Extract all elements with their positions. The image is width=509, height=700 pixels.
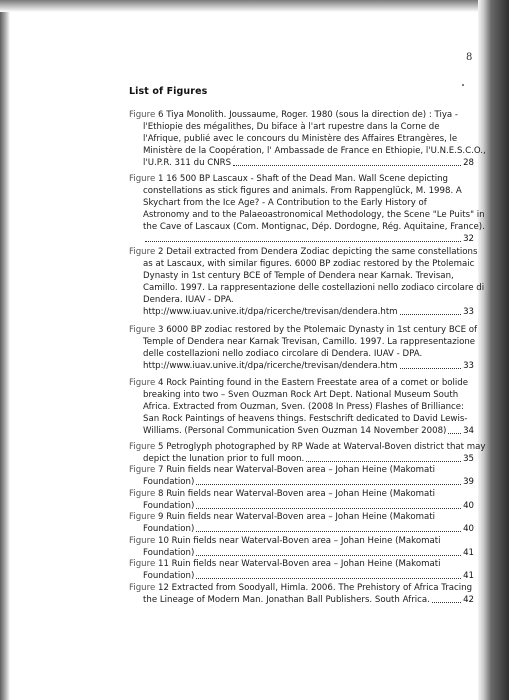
dot-leader	[400, 314, 462, 315]
figure-caption-line: l'Ethiopie des mégalithes, Du biface à l'art rupestre dans la Corne de	[143, 122, 440, 132]
figure-caption-text: Tiya Monolith. Joussaume, Roger. 1980 (sous la direction de) : Tiya -	[166, 110, 459, 120]
figure-caption-text: Rock Painting found in the Eastern Freestate area of a comet or bolide	[166, 378, 469, 388]
figure-caption-line: Ministère de la Coopération, l' Ambassade de France en Ethiopie, l'U.N.E.S.C.O.,	[143, 146, 486, 156]
figure-entry-first-line	[129, 173, 474, 185]
figure-caption-line: Skychart from the Ice Age? - A Contribution to the Early History of	[143, 198, 427, 208]
figure-entry-first-line	[129, 558, 474, 570]
figure-entry-first-line	[129, 109, 474, 121]
stray-mark	[462, 84, 464, 86]
figure-entry-first-line	[129, 441, 486, 453]
figure-page-leader-line	[129, 360, 474, 372]
figure-page-number: 39	[463, 477, 474, 487]
figure-caption-last-line: Williams. (Personal Communication Sven Ouzman 14 November 2008)	[143, 426, 447, 436]
figure-page-leader-line	[129, 306, 474, 318]
figure-prefix: Figure	[129, 559, 156, 569]
figure-caption-line: as at Lascaux, with similar figures. 6000 BP zodiac restored by the Ptolemaic	[143, 259, 475, 269]
dot-leader	[196, 555, 461, 556]
binding-shadow	[0, 0, 10, 700]
figure-prefix: Figure	[129, 110, 156, 120]
figure-caption-text: Extracted from Soodyall, Himla. 2006. The Prehistory of Africa Tracing	[171, 583, 473, 593]
dot-leader	[196, 484, 461, 485]
figure-page-number: 35	[463, 454, 474, 464]
figure-caption-line: San Rock Paintings of heavens things. Festschrift dedicated to David Lewis-	[143, 414, 468, 424]
dot-leader	[306, 461, 461, 462]
figure-caption-last-line: http://www.iuav.unive.it/dpa/ricerche/trevisan/dendera.htm	[143, 361, 398, 371]
figure-caption-last-line: Foundation)	[143, 501, 195, 511]
figure-entry	[129, 488, 474, 512]
figure-entry	[129, 511, 474, 535]
figure-number: 6	[157, 110, 164, 120]
figure-entry	[129, 109, 486, 169]
figure-entry	[129, 377, 474, 437]
figure-prefix: Figure	[129, 378, 156, 388]
list-heading: List of Figures	[129, 86, 208, 97]
figure-page-number: 42	[463, 595, 474, 605]
figure-number: 12	[157, 583, 169, 593]
figure-entry-first-line	[129, 464, 474, 476]
top-shadow	[0, 0, 509, 12]
figure-caption-last-line: Foundation)	[143, 524, 195, 534]
figure-prefix: Figure	[129, 465, 156, 475]
figure-number: 10	[157, 536, 169, 546]
figure-prefix: Figure	[129, 583, 156, 593]
figure-entry	[129, 246, 485, 318]
figure-caption-text: Petroglyph photographed by RP Wade at Waterval-Boven district that may	[166, 442, 486, 452]
figure-caption-line: breaking into two – Sven Ouzman Rock Art Dept. National Museum South	[143, 390, 459, 400]
figure-entry	[129, 558, 474, 582]
dot-leader	[448, 433, 461, 434]
figure-entry	[129, 173, 485, 245]
figure-number: 2	[157, 247, 164, 257]
figure-entry	[129, 582, 474, 606]
dot-leader	[432, 602, 461, 603]
figure-caption-line: the Cave of Lascaux (Com. Montignac, Dép. Dordogne, Rég. Aquitaine, France).	[143, 222, 485, 232]
figure-page-number: 40	[463, 524, 474, 534]
figure-number: 5	[157, 442, 164, 452]
figure-page-number: 33	[463, 361, 474, 371]
figure-caption-line: Temple of Dendera near Karnak Trevisan, Camillo. 1997. La rappresentazione	[143, 337, 476, 347]
figure-entry-first-line	[129, 535, 474, 547]
figure-entry-first-line	[129, 488, 474, 500]
figure-caption-text: Ruin fields near Waterval-Boven area – Johan Heine (Makomati	[171, 559, 441, 569]
figure-number: 1	[157, 174, 164, 184]
figure-page-number: 40	[463, 501, 474, 511]
figure-page-number: 41	[463, 548, 474, 558]
figure-page-leader-line	[129, 523, 474, 535]
figure-entry-first-line	[129, 582, 474, 594]
figure-caption-last-line: l'U.P.R. 311 du CNRS	[143, 158, 232, 168]
figure-page-leader-line	[129, 157, 474, 169]
figure-entry-first-line	[129, 246, 478, 258]
figure-prefix: Figure	[129, 512, 156, 522]
figure-caption-text: Ruin fields near Waterval-Boven area – Johan Heine (Makomati	[166, 512, 436, 522]
figure-page-leader-line	[129, 570, 474, 582]
figure-caption-text: Ruin fields near Waterval-Boven area – Johan Heine (Makomati	[171, 536, 441, 546]
dot-leader	[233, 165, 461, 166]
figure-page-number: 33	[463, 307, 474, 317]
figure-caption-text: Ruin fields near Waterval-Boven area – Johan Heine (Makomati	[166, 465, 436, 475]
dot-leader	[145, 241, 461, 242]
figure-caption-text: Detail extracted from Dendera Zodiac depicting the same constellations	[166, 247, 478, 257]
figure-caption-line: l'Afrique, publié avec le concours du Ministère des Affaires Etrangères, le	[143, 134, 458, 144]
figure-number: 7	[157, 465, 164, 475]
figure-caption-line: delle costellazioni nello zodiaco circolare di Dendera. IUAV - DPA.	[143, 349, 423, 359]
figure-entry	[129, 441, 486, 465]
figure-caption-line: Dynasty in 1st century BCE of Temple of Dendera near Karnak. Trevisan,	[143, 271, 454, 281]
figure-caption-last-line: Foundation)	[143, 477, 195, 487]
figure-prefix: Figure	[129, 536, 156, 546]
figure-caption-last-line: depict the lunation prior to full moon.	[143, 454, 305, 464]
dot-leader	[196, 508, 461, 509]
figure-page-leader-line	[129, 594, 474, 606]
figure-entry-first-line	[129, 377, 474, 389]
figure-prefix: Figure	[129, 489, 156, 499]
figure-number: 11	[157, 559, 169, 569]
figure-page-leader-line	[129, 233, 474, 245]
figure-caption-last-line: the Lineage of Modern Man. Jonathan Ball Publishers. South Africa.	[143, 595, 430, 605]
figure-caption-line: constellations as stick figures and animals. From Rappenglück, M. 1998. A	[143, 186, 462, 196]
figure-prefix: Figure	[129, 247, 156, 257]
figure-page-number: 41	[463, 571, 474, 581]
book-spine-shadow	[478, 0, 509, 700]
figure-page-leader-line	[129, 425, 474, 437]
figure-caption-last-line: http://www.iuav.unive.it/dpa/ricerche/trevisan/dendera.htm	[143, 307, 398, 317]
dot-leader	[196, 578, 461, 579]
figure-prefix: Figure	[129, 442, 156, 452]
figure-page-number: 32	[463, 234, 474, 244]
figure-caption-text: Ruin fields near Waterval-Boven area – Johan Heine (Makomati	[166, 489, 436, 499]
figure-caption-last-line: Foundation)	[143, 571, 195, 581]
figure-number: 4	[157, 378, 164, 388]
figure-prefix: Figure	[129, 174, 156, 184]
dot-leader	[400, 368, 462, 369]
figure-caption-text: 6000 BP zodiac restored by the Ptolemaic Dynasty in 1st century BCE of	[166, 325, 478, 335]
figure-caption-text: 16 500 BP Lascaux - Shaft of the Dead Man. Wall Scene depicting	[166, 174, 448, 184]
figure-entry	[129, 535, 474, 559]
figure-entry	[129, 324, 478, 372]
figure-caption-last-line: Foundation)	[143, 548, 195, 558]
figure-caption-line: Camillo. 1997. La rappresentazione delle costellazioni nello zodiaco circolare di	[143, 283, 485, 293]
figure-number: 3	[157, 325, 164, 335]
figure-number: 8	[157, 489, 164, 499]
figure-entry-first-line	[129, 511, 474, 523]
page-number: 8	[466, 52, 473, 63]
figure-number: 9	[157, 512, 164, 522]
figure-page-number: 28	[463, 158, 474, 168]
figure-entry	[129, 464, 474, 488]
figure-caption-line: Africa. Extracted from Ouzman, Sven. (2008 In Press) Flashes of Brilliance:	[143, 402, 464, 412]
figure-page-number: 34	[463, 426, 474, 436]
figure-prefix: Figure	[129, 325, 156, 335]
figure-caption-line: Dendera. IUAV - DPA.	[143, 295, 234, 305]
figure-page-leader-line	[129, 476, 474, 488]
figure-caption-line: Astronomy and to the Palaeoastronomical Methodology, the Scene "Le Puits" in	[143, 210, 485, 220]
dot-leader	[196, 531, 461, 532]
figure-entry-first-line	[129, 324, 478, 336]
